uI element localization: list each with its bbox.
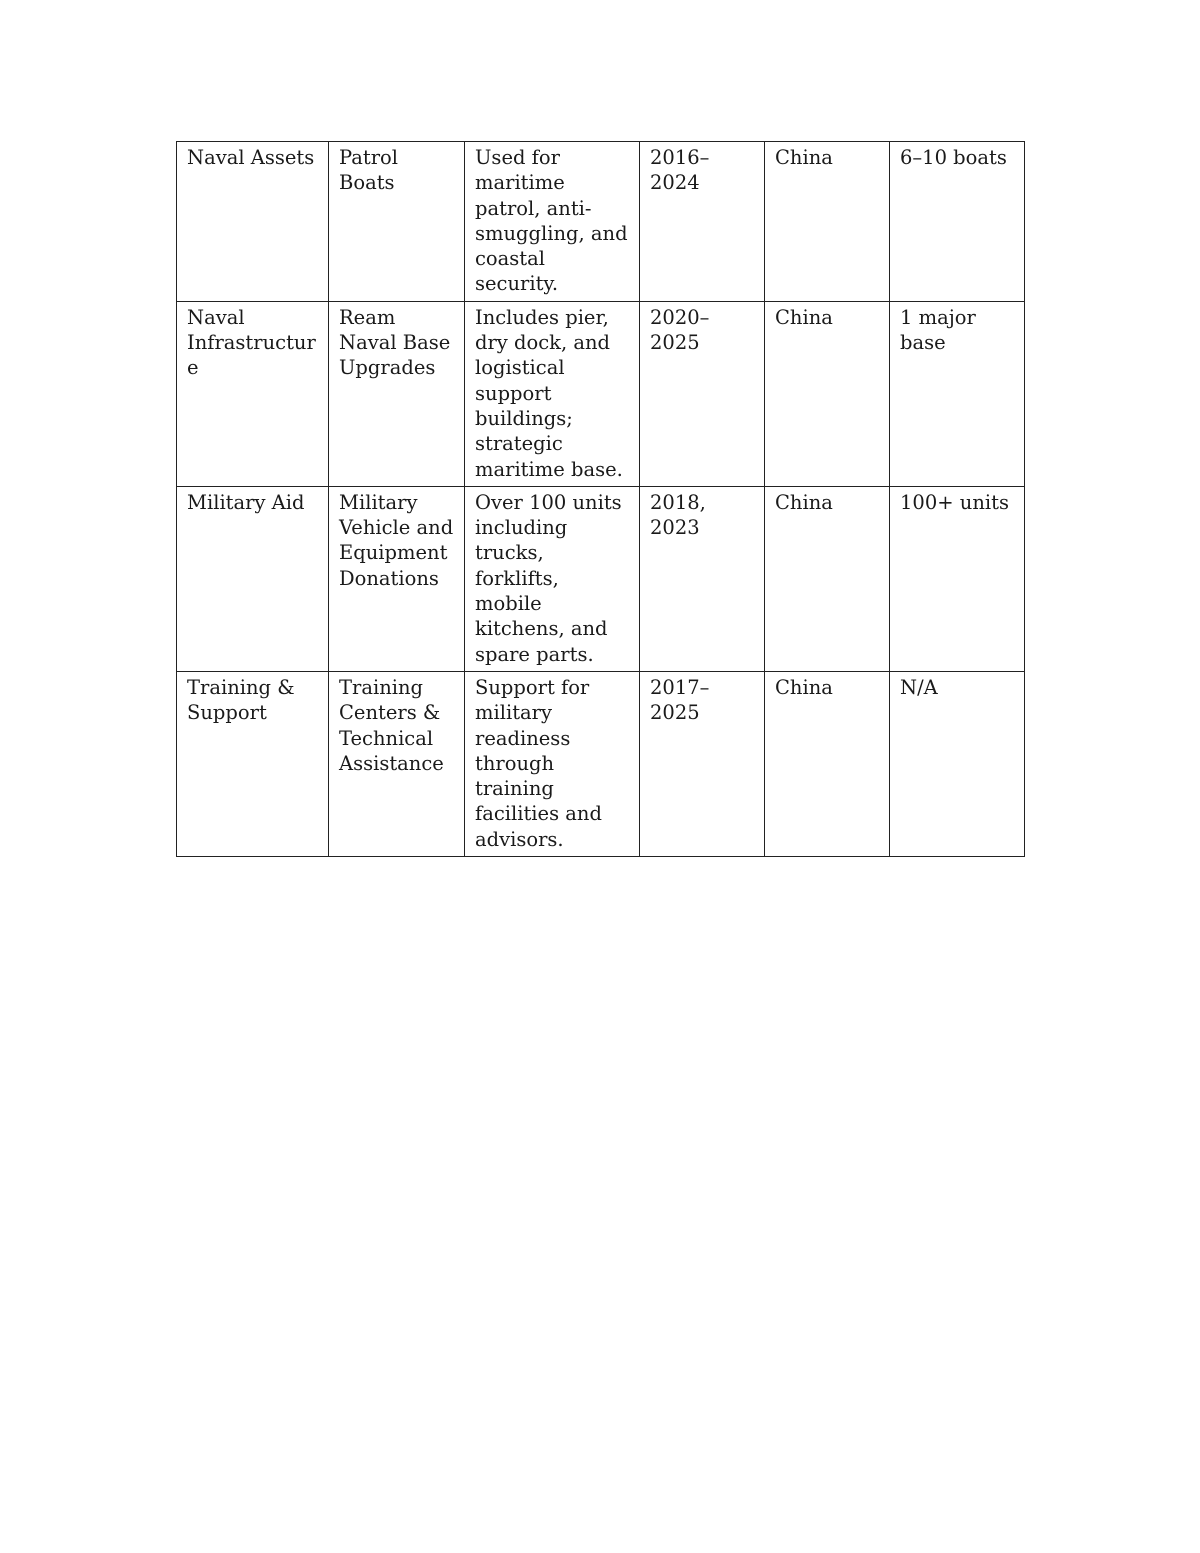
table-row (177, 671, 1025, 856)
description-cell: Includes pier, dry dock, and logistical support buildings; strategic maritime base. (465, 301, 640, 486)
category-cell: Military Aid (177, 486, 329, 671)
table-row (177, 142, 1025, 302)
supplier-cell: China (765, 142, 890, 302)
description-cell: Over 100 units including trucks, forklifts, mobile kitchens, and spare parts. (465, 486, 640, 671)
period-cell: 2020–2025 (640, 301, 765, 486)
military-assistance-table (176, 141, 1025, 857)
table-row (177, 301, 1025, 486)
quantity-cell: N/A (890, 671, 1025, 856)
quantity-cell: 100+ units (890, 486, 1025, 671)
supplier-cell: China (765, 486, 890, 671)
period-cell: 2016–2024 (640, 142, 765, 302)
quantity-cell: 6–10 boats (890, 142, 1025, 302)
category-cell: Naval Assets (177, 142, 329, 302)
period-cell: 2017–2025 (640, 671, 765, 856)
supplier-cell: China (765, 301, 890, 486)
quantity-cell: 1 major base (890, 301, 1025, 486)
item-cell: Patrol Boats (329, 142, 465, 302)
description-cell: Support for military readiness through training facilities and advisors. (465, 671, 640, 856)
item-cell: Military Vehicle and Equipment Donations (329, 486, 465, 671)
item-cell: Ream Naval Base Upgrades (329, 301, 465, 486)
supplier-cell: China (765, 671, 890, 856)
table-row (177, 486, 1025, 671)
category-cell: Naval Infrastructure (177, 301, 329, 486)
category-cell: Training & Support (177, 671, 329, 856)
description-cell: Used for maritime patrol, anti-smuggling, and coastal security. (465, 142, 640, 302)
period-cell: 2018, 2023 (640, 486, 765, 671)
item-cell: Training Centers & Technical Assistance (329, 671, 465, 856)
